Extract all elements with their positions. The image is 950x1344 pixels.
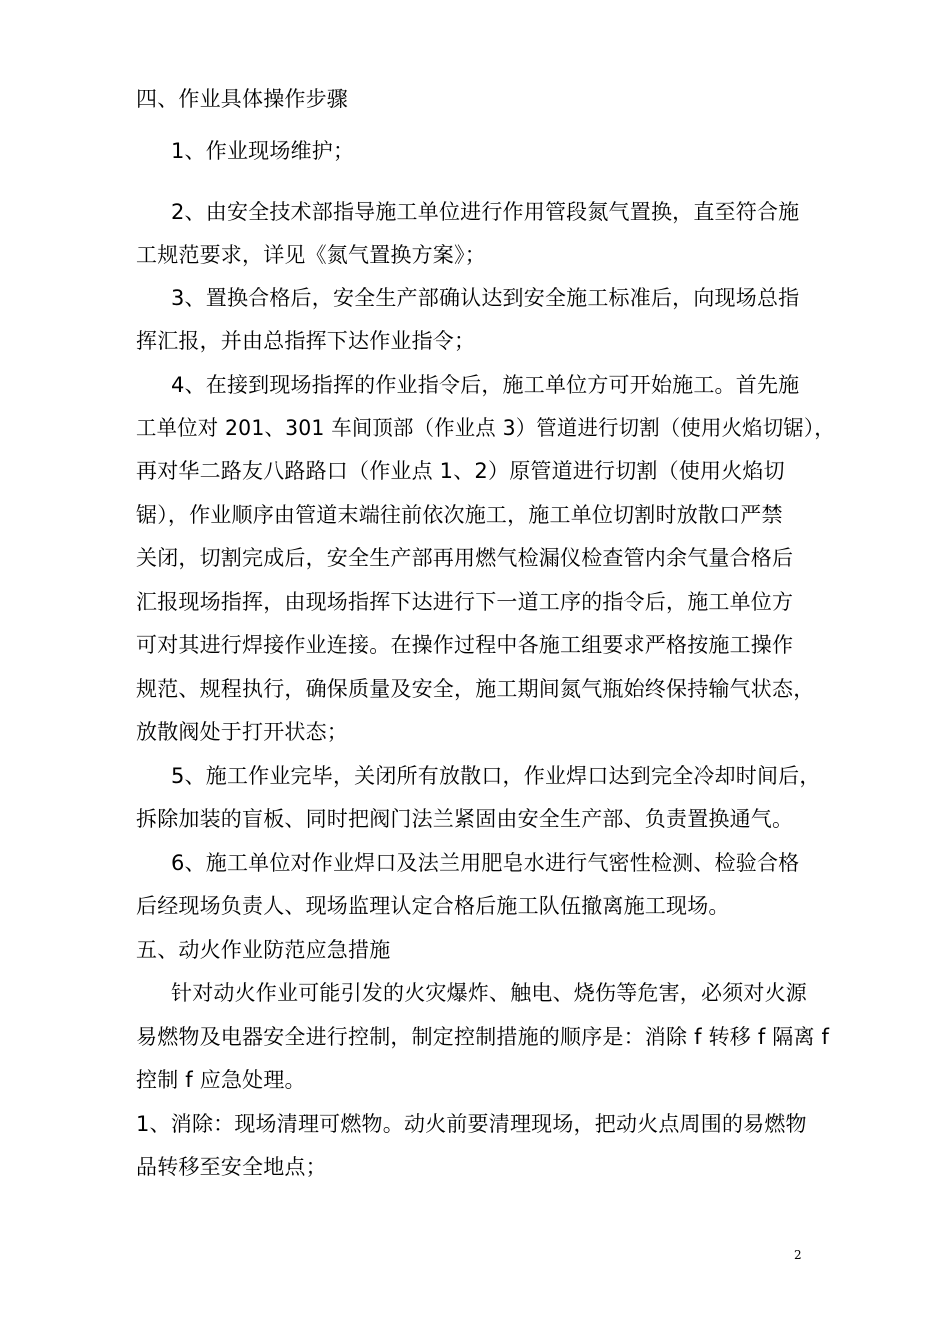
emergency-intro-line-3: 控制 f 应急处理。 — [136, 1068, 306, 1092]
step-3-line-2: 挥汇报，并由总指挥下达作业指令； — [136, 329, 476, 353]
section-heading-emergency-measures: 五、动火作业防范应急措施 — [136, 938, 391, 962]
step-4-line-7: 可对其进行焊接作业连接。在操作过程中各施工组要求严格按施工操作 — [136, 633, 794, 657]
step-2-line-2: 工规范要求，详见《氮气置换方案》； — [136, 243, 486, 267]
step-4-line-3: 再对华二路友八路路口（作业点 1、2）原管道进行切割（使用火焰切 — [136, 459, 785, 483]
step-6-line-1: 6、施工单位对作业焊口及法兰用肥皂水进行气密性检测、检验合格 — [171, 851, 800, 875]
step-6-line-2: 后经现场负责人、现场监理认定合格后施工队伍撤离施工现场。 — [136, 894, 730, 918]
step-5-line-2: 拆除加装的盲板、同时把阀门法兰紧固由安全生产部、负责置换通气。 — [136, 807, 794, 831]
step-4-line-1: 4、在接到现场指挥的作业指令后，施工单位方可开始施工。首先施 — [171, 373, 800, 397]
measure-1-line-2: 品转移至安全地点； — [136, 1155, 327, 1179]
emergency-intro-line-2: 易燃物及电器安全进行控制，制定控制措施的顺序是：消除 f 转移 f 隔离 f — [136, 1025, 830, 1049]
step-2-line-1: 2、由安全技术部指导施工单位进行作用管段氮气置换，直至符合施 — [171, 200, 800, 224]
step-4-line-4: 锯），作业顺序由管道末端往前依次施工，施工单位切割时放散口严禁 — [136, 503, 783, 527]
step-4-line-2: 工单位对 201、301 车间顶部（作业点 3）管道进行切割（使用火焰切锯）， — [136, 416, 835, 440]
step-1-line: 1、作业现场维护； — [171, 139, 355, 163]
emergency-intro-line-1: 针对动火作业可能引发的火灾爆炸、触电、烧伤等危害，必须对火源 — [171, 981, 807, 1005]
step-3-line-1: 3、置换合格后，安全生产部确认达到安全施工标准后，向现场总指 — [171, 286, 800, 310]
step-4-line-6: 汇报现场指挥，由现场指挥下达进行下一道工序的指令后，施工单位方 — [136, 590, 794, 614]
step-4-line-9: 放散阀处于打开状态； — [136, 720, 348, 744]
step-4-line-5: 关闭，切割完成后，安全生产部再用燃气检漏仪检查管内余气量合格后 — [136, 546, 794, 570]
step-5-line-1: 5、施工作业完毕，关闭所有放散口，作业焊口达到完全冷却时间后， — [171, 764, 821, 788]
measure-1-line-1: 1、消除：现场清理可燃物。动火前要清理现场，把动火点周围的易燃物 — [136, 1112, 807, 1136]
page-number: 2 — [794, 1248, 802, 1262]
section-heading-operation-steps: 四、作业具体操作步骤 — [136, 87, 348, 111]
step-4-line-8: 规范、规程执行，确保质量及安全，施工期间氮气瓶始终保持输气状态， — [136, 677, 815, 701]
